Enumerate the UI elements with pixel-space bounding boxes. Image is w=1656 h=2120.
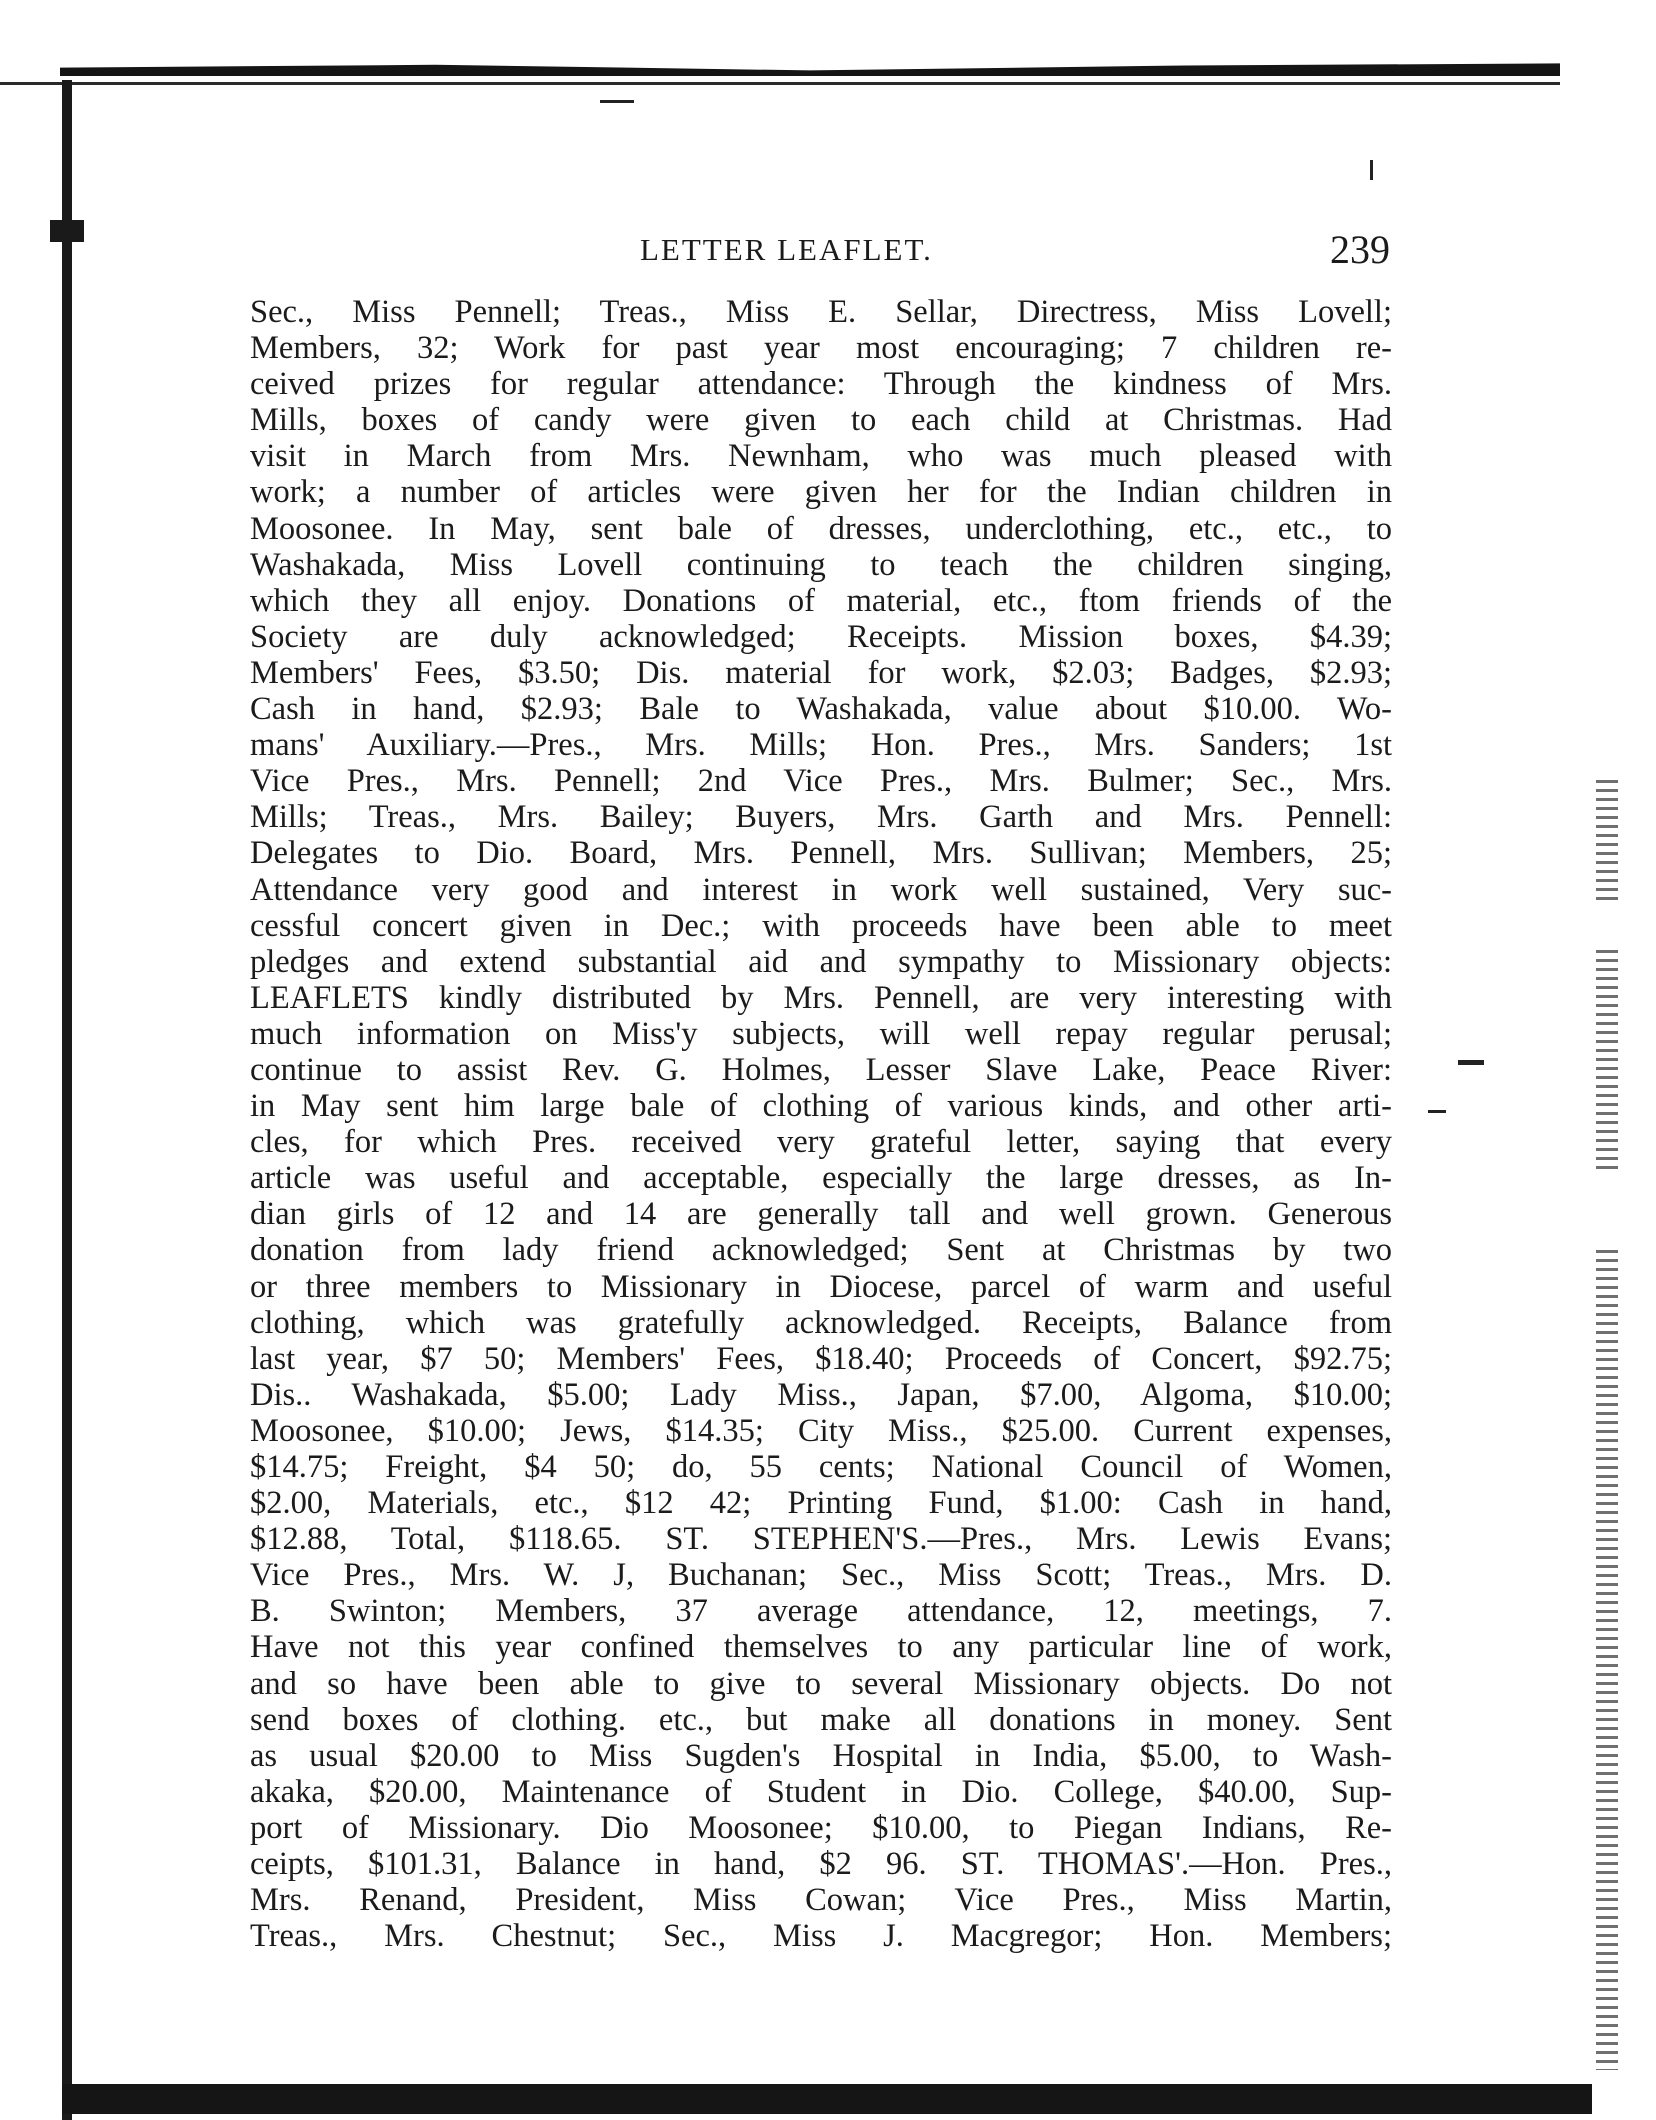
text-line: pledges and extend substantial aid and sympathy to Missionary objects: xyxy=(250,943,1392,980)
text-line: which they all enjoy. Donations of material, etc., ftom friends of the xyxy=(250,582,1392,619)
text-line: ceipts, $101.31, Balance in hand, $2 96. ST. THOMAS'.—Hon. Pres., xyxy=(250,1846,1392,1883)
text-line: as usual $20.00 to Miss Sugden's Hospital in India, $5.00, to Wash- xyxy=(250,1737,1392,1774)
text-line: Treas., Mrs. Chestnut; Sec., Miss J. Macgregor; Hon. Members; xyxy=(250,1918,1392,1955)
text-line: akaka, $20.00, Maintenance of Student in Dio. College, $40.00, Sup- xyxy=(250,1773,1392,1810)
text-line: cles, for which Pres. received very grateful letter, saying that every xyxy=(250,1124,1392,1161)
text-line: or three members to Missionary in Diocese, parcel of warm and useful xyxy=(250,1268,1392,1305)
text-line: cessful concert given in Dec.; with proceeds have been able to meet xyxy=(250,907,1392,944)
text-line: LEAFLETS kindly distributed by Mrs. Pennell, are very interesting with xyxy=(250,979,1392,1016)
text-line: B. Swinton; Members, 37 average attendance, 12, meetings, 7. xyxy=(250,1593,1392,1630)
running-title: LETTER LEAFLET. xyxy=(640,232,933,267)
text-line: Dis.. Washakada, $5.00; Lady Miss., Japan, $7.00, Algoma, $10.00; xyxy=(250,1376,1392,1413)
scan-speck xyxy=(1458,1060,1484,1065)
scan-speck xyxy=(1370,160,1373,180)
text-line: Washakada, Miss Lovell continuing to teach the children singing, xyxy=(250,546,1392,583)
text-line: Members, 32; Work for past year most encouraging; 7 children re- xyxy=(250,330,1392,367)
text-line: Society are duly acknowledged; Receipts. Mission boxes, $4.39; xyxy=(250,618,1392,655)
text-line: $12.88, Total, $118.65. ST. STEPHEN'S.—Pres., Mrs. Lewis Evans; xyxy=(250,1521,1392,1558)
scan-top-edge xyxy=(60,62,1560,76)
text-line: send boxes of clothing. etc., but make all donations in money. Sent xyxy=(250,1701,1392,1738)
scan-right-speckle xyxy=(1596,950,1618,1170)
text-line: $14.75; Freight, $4 50; do, 55 cents; National Council of Women, xyxy=(250,1449,1392,1485)
text-line: Mills; Treas., Mrs. Bailey; Buyers, Mrs. Garth and Mrs. Pennell: xyxy=(250,799,1392,836)
text-line: donation from lady friend acknowledged; Sent at Christmas by two xyxy=(250,1232,1392,1269)
text-line: in May sent him large bale of clothing of various kinds, and other arti- xyxy=(250,1088,1392,1125)
text-line: $2.00, Materials, etc., $12 42; Printing Fund, $1.00: Cash in hand, xyxy=(250,1485,1392,1522)
text-line: article was useful and acceptable, especially the large dresses, as In- xyxy=(250,1160,1392,1197)
text-line: clothing, which was gratefully acknowledged. Receipts, Balance from xyxy=(250,1304,1392,1341)
scan-right-speckle xyxy=(1596,1250,1618,2070)
text-line: continue to assist Rev. G. Holmes, Lesser Slave Lake, Peace River: xyxy=(250,1051,1392,1088)
scan-bottom-edge xyxy=(62,2084,1592,2114)
text-line: Members' Fees, $3.50; Dis. material for work, $2.03; Badges, $2.93; xyxy=(250,654,1392,691)
text-line: last year, $7 50; Members' Fees, $18.40; Proceeds of Concert, $92.75; xyxy=(250,1340,1392,1377)
scan-right-speckle xyxy=(1596,780,1618,900)
scan-top-rule xyxy=(0,82,1560,85)
text-line: Delegates to Dio. Board, Mrs. Pennell, Mrs. Sullivan; Members, 25; xyxy=(250,835,1392,872)
scan-left-mark xyxy=(50,220,84,242)
scan-speck xyxy=(600,100,634,103)
text-line: Vice Pres., Mrs. Pennell; 2nd Vice Pres., Mrs. Bulmer; Sec., Mrs. xyxy=(250,763,1392,800)
text-line: Mrs. Renand, President, Miss Cowan; Vice Pres., Miss Martin, xyxy=(250,1882,1392,1919)
text-line: dian girls of 12 and 14 are generally tall and well grown. Generous xyxy=(250,1196,1392,1233)
body-text xyxy=(250,294,1392,1954)
page-header xyxy=(250,226,1390,286)
text-line: Vice Pres., Mrs. W. J, Buchanan; Sec., Miss Scott; Treas., Mrs. D. xyxy=(250,1557,1392,1594)
text-line: mans' Auxiliary.—Pres., Mrs. Mills; Hon. Pres., Mrs. Sanders; 1st xyxy=(250,727,1392,764)
text-line: port of Missionary. Dio Moosonee; $10.00, to Piegan Indians, Re- xyxy=(250,1809,1392,1846)
text-line: Moosonee. In May, sent bale of dresses, underclothing, etc., etc., to xyxy=(250,510,1392,547)
page-number: 239 xyxy=(1330,227,1390,272)
text-line: Mills, boxes of candy were given to each child at Christmas. Had xyxy=(250,402,1392,439)
scan-left-edge xyxy=(62,80,72,2120)
text-line: work; a number of articles were given her for the Indian children in xyxy=(250,474,1392,511)
text-line: ceived prizes for regular attendance: Through the kindness of Mrs. xyxy=(250,366,1392,403)
text-line: and so have been able to give to several Missionary objects. Do not xyxy=(250,1665,1392,1702)
text-line: Sec., Miss Pennell; Treas., Miss E. Sellar, Directress, Miss Lovell; xyxy=(250,294,1392,330)
text-line: much information on Miss'y subjects, will well repay regular perusal; xyxy=(250,1015,1392,1052)
text-line: Have not this year confined themselves to any particular line of work, xyxy=(250,1629,1392,1666)
scan-speck xyxy=(1428,1110,1446,1113)
text-line: Attendance very good and interest in work well sustained, Very suc- xyxy=(250,871,1392,908)
text-line: Cash in hand, $2.93; Bale to Washakada, value about $10.00. Wo- xyxy=(250,691,1392,728)
text-line: Moosonee, $10.00; Jews, $14.35; City Miss., $25.00. Current expenses, xyxy=(250,1412,1392,1449)
text-line: visit in March from Mrs. Newnham, who was much pleased with xyxy=(250,438,1392,475)
